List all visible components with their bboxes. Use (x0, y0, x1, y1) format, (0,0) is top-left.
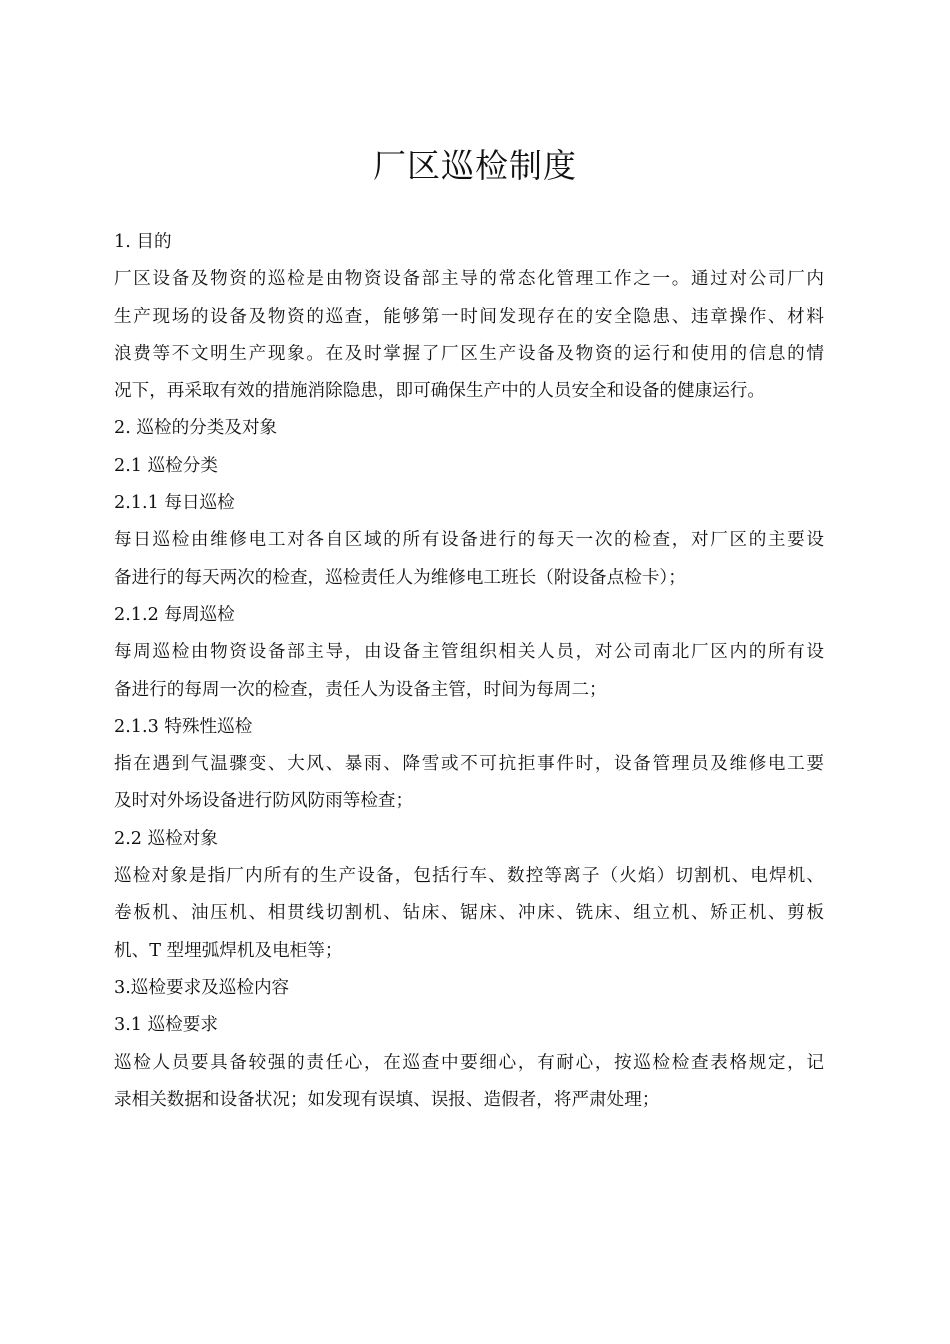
heading-text: 2.1 巡检分类 (114, 455, 218, 476)
body-paragraph (114, 522, 824, 597)
paragraph-line: 及时对外场设备进行防风防雨等检查； (114, 791, 414, 812)
paragraph-line: 备进行的每天两次的检查，巡检责任人为维修电工班长（附设备点检卡）； (114, 567, 686, 588)
heading-text: 2. 巡检的分类及对象 (114, 418, 278, 439)
paragraph-line: 巡检人员要具备较强的责任心，在巡查中要细心，有耐心，按巡检检查表格规定，记 (114, 1052, 824, 1073)
section-heading (114, 970, 824, 1007)
body-paragraph (114, 1045, 824, 1120)
heading-text: 2.2 巡检对象 (114, 828, 218, 849)
body-paragraph (114, 746, 824, 821)
paragraph-line: 况下，再采取有效的措施消除隐患，即可确保生产中的人员安全和设备的健康运行。 (114, 381, 765, 402)
section-heading (114, 821, 824, 858)
paragraph-line: 机、T 型埋弧焊机及电柜等； (114, 940, 343, 961)
document-body (114, 224, 824, 1119)
document-title: 厂区巡检制度 (373, 146, 577, 185)
heading-text: 3.巡检要求及巡检内容 (114, 977, 290, 998)
paragraph-line: 巡检对象是指厂内所有的生产设备，包括行车、数控等离子（火焰）切割机、电焊机、 (114, 866, 824, 887)
paragraph-line: 卷板机、油压机、相贯线切割机、钻床、锯床、冲床、铣床、组立机、矫正机、剪板 (114, 903, 824, 924)
paragraph-line: 备进行的每周一次的检查，责任人为设备主管，时间为每周二； (114, 679, 607, 700)
section-heading (114, 485, 824, 522)
heading-text: 3.1 巡检要求 (114, 1015, 218, 1036)
paragraph-line: 录相关数据和设备状况；如发现有误填、误报、造假者，将严肃处理； (114, 1089, 660, 1110)
paragraph-line: 生产现场的设备及物资的巡查，能够第一时间发现存在的安全隐患、违章操作、材料 (114, 306, 824, 327)
section-heading (114, 597, 824, 634)
section-heading (114, 709, 824, 746)
heading-text: 2.1.2 每周巡检 (114, 604, 235, 625)
body-paragraph (114, 261, 824, 410)
section-heading (114, 410, 824, 447)
heading-text: 2.1.3 特殊性巡检 (114, 716, 253, 737)
section-heading (114, 1007, 824, 1044)
body-paragraph (114, 634, 824, 709)
section-heading (114, 224, 824, 261)
heading-text: 2.1.1 每日巡检 (114, 493, 235, 514)
paragraph-line: 指在遇到气温骤变、大风、暴雨、降雪或不可抗拒事件时，设备管理员及维修电工要 (114, 754, 824, 775)
paragraph-line: 每周巡检由物资设备部主导，由设备主管组织相关人员，对公司南北厂区内的所有设 (114, 642, 824, 663)
paragraph-line: 每日巡检由维修电工对各自区域的所有设备进行的每天一次的检查，对厂区的主要设 (114, 530, 824, 551)
paragraph-line: 浪费等不文明生产现象。在及时掌握了厂区生产设备及物资的运行和使用的信息的情 (114, 343, 824, 364)
heading-text: 1. 目的 (114, 232, 172, 252)
paragraph-line: 厂区设备及物资的巡检是由物资设备部主导的常态化管理工作之一。通过对公司厂内 (114, 269, 824, 290)
body-paragraph (114, 858, 824, 970)
section-heading (114, 448, 824, 485)
